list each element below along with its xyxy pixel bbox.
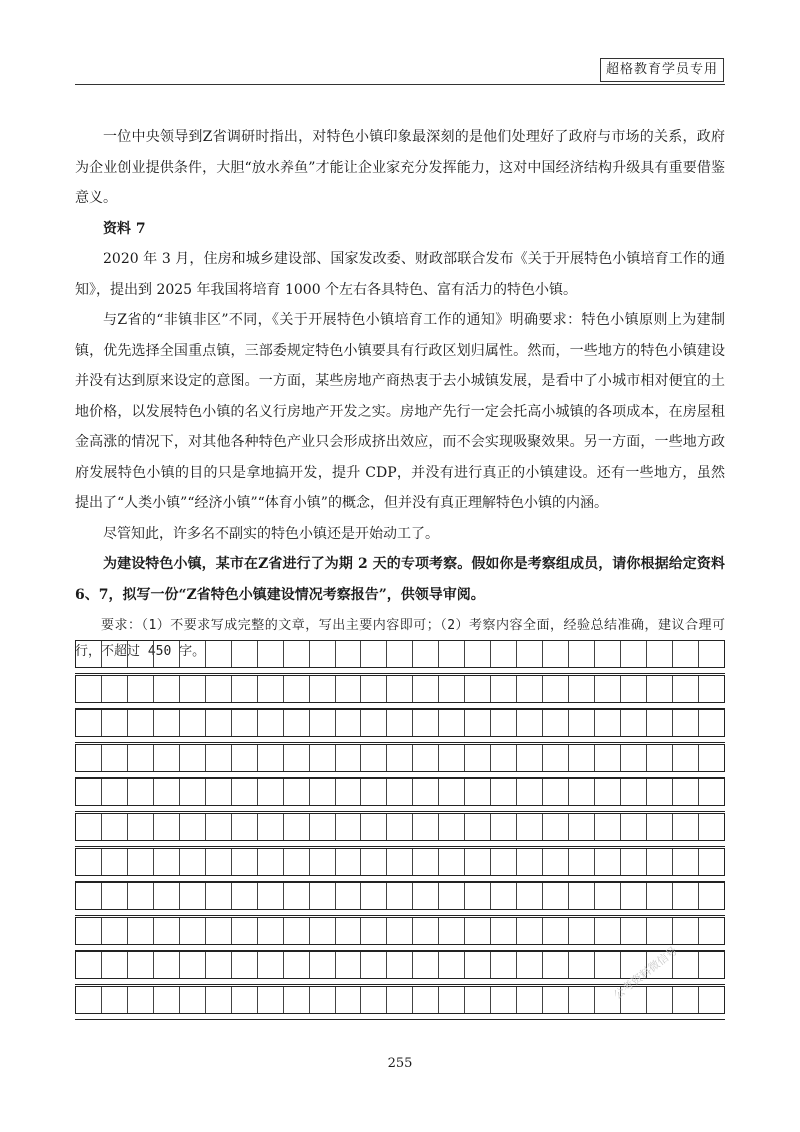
answer-grid-cell[interactable] bbox=[673, 849, 699, 875]
answer-grid-cell[interactable] bbox=[284, 779, 310, 805]
answer-grid-cell[interactable] bbox=[647, 676, 673, 702]
answer-grid-row bbox=[75, 882, 725, 910]
answer-grid-cell[interactable] bbox=[595, 745, 621, 771]
answer-grid-cell[interactable] bbox=[569, 849, 595, 875]
answer-grid-cell[interactable] bbox=[258, 987, 284, 1013]
answer-grid-cell[interactable] bbox=[76, 745, 102, 771]
answer-grid-cell[interactable] bbox=[491, 676, 517, 702]
answer-grid-cell[interactable] bbox=[673, 883, 699, 909]
answer-grid-cell[interactable] bbox=[154, 918, 180, 944]
answer-grid-cell[interactable] bbox=[387, 745, 413, 771]
answer-grid-cell[interactable] bbox=[387, 641, 413, 667]
answer-grid-cell[interactable] bbox=[102, 710, 128, 736]
answer-grid-cell[interactable] bbox=[647, 641, 673, 667]
answer-grid-cell[interactable] bbox=[439, 952, 465, 978]
answer-grid-cell[interactable] bbox=[569, 987, 595, 1013]
answer-grid-cell[interactable] bbox=[361, 918, 387, 944]
answer-grid-cell[interactable] bbox=[543, 745, 569, 771]
answer-grid-cell[interactable] bbox=[206, 745, 232, 771]
header-badge: 超格教育学员专用 bbox=[600, 58, 724, 82]
answer-grid-cell[interactable] bbox=[310, 952, 336, 978]
answer-grid-cell[interactable] bbox=[336, 883, 362, 909]
answer-grid-cell[interactable] bbox=[543, 814, 569, 840]
answer-grid-cell[interactable] bbox=[699, 918, 724, 944]
answer-grid-cell[interactable] bbox=[154, 814, 180, 840]
answer-grid-cell[interactable] bbox=[258, 710, 284, 736]
answer-grid-cell[interactable] bbox=[180, 641, 206, 667]
answer-grid-cell[interactable] bbox=[543, 849, 569, 875]
answer-grid-cell[interactable] bbox=[310, 641, 336, 667]
answer-grid-cell[interactable] bbox=[76, 987, 102, 1013]
answer-grid-cell[interactable] bbox=[647, 883, 673, 909]
answer-grid-cell[interactable] bbox=[336, 987, 362, 1013]
answer-grid-cell[interactable] bbox=[232, 745, 258, 771]
answer-grid-cell[interactable] bbox=[284, 883, 310, 909]
answer-grid-cell[interactable] bbox=[102, 641, 128, 667]
answer-grid-cell[interactable] bbox=[128, 710, 154, 736]
answer-grid-cell[interactable] bbox=[206, 918, 232, 944]
answer-grid-cell[interactable] bbox=[439, 987, 465, 1013]
answer-grid-cell[interactable] bbox=[621, 849, 647, 875]
answer-grid-cell[interactable] bbox=[258, 779, 284, 805]
answer-grid-cell[interactable] bbox=[206, 849, 232, 875]
answer-grid-cell[interactable] bbox=[673, 676, 699, 702]
answer-grid-cell[interactable] bbox=[206, 883, 232, 909]
answer-grid-cell[interactable] bbox=[413, 987, 439, 1013]
answer-grid-cell[interactable] bbox=[595, 676, 621, 702]
answer-grid-cell[interactable] bbox=[439, 849, 465, 875]
answer-grid-cell[interactable] bbox=[413, 779, 439, 805]
answer-grid-cell[interactable] bbox=[258, 676, 284, 702]
answer-grid-cell[interactable] bbox=[310, 849, 336, 875]
paragraph-analysis: 与Z省的“非镇非区”不同，《关于开展特色小镇培育工作的通知》明确要求：特色小镇原则上为建制镇，优先选择全国重点镇，三部委规定特色小镇要具有行政区划归属性。然而，一些地方的特色小镇建设并没有达到原来设定的意图。一方面，某些房地产商热衷于去小城镇发展，是看中了小城市相对便宜的土地价格，以发展特色小镇的名义行房地产开发之实。房地产先行一定会托高小城镇的各项成本，在房屋租金高涨的情况下，对其他各种特色产业只会形成挤出效应，而不会实现吸聚效果。另一方面，一些地方政府发展特色小镇的目的只是拿地搞开发，提升 CDP，并没有进行真正的小镇建设。还有一些地方，虽然提出了“人类小镇”“经济小镇”“体育小镇”的概念，但并没有真正理解特色小镇的内涵。 bbox=[75, 312, 725, 511]
answer-grid-cell[interactable] bbox=[102, 918, 128, 944]
answer-grid-cell[interactable] bbox=[465, 814, 491, 840]
answer-grid-cell[interactable] bbox=[699, 779, 724, 805]
answer-grid-cell[interactable] bbox=[439, 883, 465, 909]
answer-grid-cell[interactable] bbox=[595, 918, 621, 944]
answer-grid-cell[interactable] bbox=[258, 814, 284, 840]
answer-grid-cell[interactable] bbox=[439, 676, 465, 702]
answer-grid-cell[interactable] bbox=[154, 779, 180, 805]
answer-grid-cell[interactable] bbox=[154, 952, 180, 978]
answer-grid-cell[interactable] bbox=[543, 779, 569, 805]
answer-grid-cell[interactable] bbox=[76, 641, 102, 667]
answer-grid-cell[interactable] bbox=[128, 849, 154, 875]
watermark: 公考资料微信号 bbox=[611, 944, 680, 1002]
answer-grid-cell[interactable] bbox=[128, 883, 154, 909]
answer-grid-cell[interactable] bbox=[76, 779, 102, 805]
answer-grid-cell[interactable] bbox=[465, 952, 491, 978]
answer-grid-cell[interactable] bbox=[180, 710, 206, 736]
answer-grid-cell[interactable] bbox=[310, 779, 336, 805]
answer-grid-cell[interactable] bbox=[465, 883, 491, 909]
answer-grid-cell[interactable] bbox=[413, 883, 439, 909]
answer-grid-cell[interactable] bbox=[154, 641, 180, 667]
answer-grid-cell[interactable] bbox=[491, 641, 517, 667]
answer-grid-cell[interactable] bbox=[595, 814, 621, 840]
answer-grid-cell[interactable] bbox=[76, 676, 102, 702]
answer-grid-cell[interactable] bbox=[543, 952, 569, 978]
answer-grid-cell[interactable] bbox=[284, 849, 310, 875]
answer-grid-cell[interactable] bbox=[128, 745, 154, 771]
answer-grid-cell[interactable] bbox=[310, 814, 336, 840]
answer-grid-cell[interactable] bbox=[180, 814, 206, 840]
answer-grid-cell[interactable] bbox=[569, 883, 595, 909]
answer-grid-cell[interactable] bbox=[543, 641, 569, 667]
answer-grid-cell[interactable] bbox=[154, 883, 180, 909]
answer-grid-cell[interactable] bbox=[310, 883, 336, 909]
answer-grid-cell[interactable] bbox=[673, 745, 699, 771]
answer-grid-cell[interactable] bbox=[102, 987, 128, 1013]
answer-grid-cell[interactable] bbox=[517, 710, 543, 736]
answer-grid-cell[interactable] bbox=[517, 918, 543, 944]
answer-grid-cell[interactable] bbox=[543, 883, 569, 909]
answer-grid-cell[interactable] bbox=[647, 987, 673, 1013]
answer-grid-cell[interactable] bbox=[258, 883, 284, 909]
answer-grid-cell[interactable] bbox=[154, 987, 180, 1013]
answer-grid-cell[interactable] bbox=[232, 779, 258, 805]
answer-grid-cell[interactable] bbox=[621, 641, 647, 667]
answer-grid-row bbox=[75, 675, 725, 703]
answer-grid-cell[interactable] bbox=[128, 987, 154, 1013]
answer-grid-cell[interactable] bbox=[206, 952, 232, 978]
answer-grid-cell[interactable] bbox=[491, 918, 517, 944]
answer-grid-cell[interactable] bbox=[180, 952, 206, 978]
answer-grid-cell[interactable] bbox=[76, 918, 102, 944]
answer-grid-cell[interactable] bbox=[439, 918, 465, 944]
answer-grid-cell[interactable] bbox=[543, 676, 569, 702]
answer-grid-cell[interactable] bbox=[387, 952, 413, 978]
answer-grid-cell[interactable] bbox=[413, 676, 439, 702]
answer-grid-cell[interactable] bbox=[569, 745, 595, 771]
answer-grid-cell[interactable] bbox=[361, 676, 387, 702]
answer-grid-cell[interactable] bbox=[180, 918, 206, 944]
answer-grid-cell[interactable] bbox=[102, 814, 128, 840]
answer-grid-cell[interactable] bbox=[102, 676, 128, 702]
answer-grid-cell[interactable] bbox=[284, 676, 310, 702]
answer-grid-cell[interactable] bbox=[128, 952, 154, 978]
answer-grid-cell[interactable] bbox=[232, 918, 258, 944]
answer-grid-cell[interactable] bbox=[491, 710, 517, 736]
answer-grid-cell[interactable] bbox=[595, 710, 621, 736]
answer-grid-cell[interactable] bbox=[76, 883, 102, 909]
answer-grid-cell[interactable] bbox=[387, 987, 413, 1013]
answer-grid-cell[interactable] bbox=[621, 710, 647, 736]
answer-grid-cell[interactable] bbox=[102, 849, 128, 875]
answer-grid-cell[interactable] bbox=[336, 918, 362, 944]
answer-grid-cell[interactable] bbox=[621, 745, 647, 771]
answer-grid-cell[interactable] bbox=[491, 849, 517, 875]
answer-grid-cell[interactable] bbox=[154, 676, 180, 702]
answer-grid-cell[interactable] bbox=[413, 641, 439, 667]
answer-grid-cell[interactable] bbox=[413, 952, 439, 978]
answer-grid-cell[interactable] bbox=[465, 676, 491, 702]
answer-grid-cell[interactable] bbox=[206, 814, 232, 840]
answer-grid-cell[interactable] bbox=[232, 676, 258, 702]
answer-grid-cell[interactable] bbox=[517, 745, 543, 771]
answer-grid-cell[interactable] bbox=[154, 745, 180, 771]
answer-grid-cell[interactable] bbox=[569, 676, 595, 702]
answer-grid-cell[interactable] bbox=[284, 814, 310, 840]
answer-grid-cell[interactable] bbox=[336, 641, 362, 667]
answer-grid-cell[interactable] bbox=[673, 987, 699, 1013]
answer-grid-cell[interactable] bbox=[517, 883, 543, 909]
answer-grid-cell[interactable] bbox=[361, 814, 387, 840]
answer-grid-cell[interactable] bbox=[647, 918, 673, 944]
answer-grid-cell[interactable] bbox=[180, 987, 206, 1013]
paragraph-intro: 一位中央领导到Z省调研时指出，对特色小镇印象最深刻的是他们处理好了政府与市场的关系，政府为企业创业提供条件，大胆“放水养鱼”才能让企业家充分发挥能力，这对中国经济结构升级具有重要借鉴意义。 bbox=[75, 129, 725, 206]
paragraph-conclusion: 尽管知此，许多名不副实的特色小镇还是开始动工了。 bbox=[103, 525, 439, 542]
answer-grid-cell[interactable] bbox=[569, 814, 595, 840]
answer-grid-cell[interactable] bbox=[102, 883, 128, 909]
answer-grid-cell[interactable] bbox=[621, 883, 647, 909]
answer-grid-cell[interactable] bbox=[647, 779, 673, 805]
answer-grid-cell[interactable] bbox=[595, 883, 621, 909]
answer-grid-cell[interactable] bbox=[699, 814, 724, 840]
answer-grid-cell[interactable] bbox=[361, 745, 387, 771]
answer-grid-cell[interactable] bbox=[569, 952, 595, 978]
answer-grid-cell[interactable] bbox=[621, 814, 647, 840]
answer-grid-cell[interactable] bbox=[491, 952, 517, 978]
page-number: 255 bbox=[387, 1056, 413, 1071]
answer-grid-cell[interactable] bbox=[310, 676, 336, 702]
answer-grid-cell[interactable] bbox=[284, 918, 310, 944]
answer-grid-row bbox=[75, 709, 725, 737]
answer-grid-cell[interactable] bbox=[310, 710, 336, 736]
answer-grid-cell[interactable] bbox=[180, 745, 206, 771]
answer-grid-cell[interactable] bbox=[699, 987, 724, 1013]
answer-grid-cell[interactable] bbox=[673, 710, 699, 736]
answer-grid-cell[interactable] bbox=[180, 883, 206, 909]
answer-grid-cell[interactable] bbox=[128, 779, 154, 805]
answer-grid-cell[interactable] bbox=[310, 745, 336, 771]
answer-grid-cell[interactable] bbox=[361, 883, 387, 909]
answer-grid-cell[interactable] bbox=[387, 710, 413, 736]
answer-grid-cell[interactable] bbox=[569, 918, 595, 944]
answer-grid-row bbox=[75, 848, 725, 876]
answer-grid-cell[interactable] bbox=[673, 641, 699, 667]
answer-grid-cell[interactable] bbox=[361, 952, 387, 978]
answer-grid-cell[interactable] bbox=[465, 918, 491, 944]
answer-grid-cell[interactable] bbox=[336, 745, 362, 771]
answer-grid-cell[interactable] bbox=[232, 814, 258, 840]
answer-grid-cell[interactable] bbox=[595, 849, 621, 875]
answer-grid-cell[interactable] bbox=[387, 779, 413, 805]
answer-grid-cell[interactable] bbox=[154, 710, 180, 736]
answer-grid-cell[interactable] bbox=[699, 883, 724, 909]
answer-grid-cell[interactable] bbox=[387, 849, 413, 875]
answer-grid-cell[interactable] bbox=[673, 779, 699, 805]
answer-grid-cell[interactable] bbox=[284, 745, 310, 771]
answer-grid-cell[interactable] bbox=[647, 745, 673, 771]
document-body bbox=[75, 122, 725, 665]
answer-grid-cell[interactable] bbox=[543, 710, 569, 736]
answer-grid-cell[interactable] bbox=[128, 918, 154, 944]
answer-grid-cell[interactable] bbox=[128, 676, 154, 702]
answer-grid-cell[interactable] bbox=[232, 849, 258, 875]
answer-grid-cell[interactable] bbox=[102, 745, 128, 771]
answer-grid-cell[interactable] bbox=[258, 849, 284, 875]
answer-grid-cell[interactable] bbox=[336, 814, 362, 840]
answer-grid-cell[interactable] bbox=[491, 987, 517, 1013]
answer-grid-cell[interactable] bbox=[543, 987, 569, 1013]
answer-grid-cell[interactable] bbox=[206, 676, 232, 702]
paragraph-notice: 2020 年 3 月，住房和城乡建设部、国家发改委、财政部联合发布《关于开展特色小镇培育工作的通知》，提出到 2025 年我国将培育 1000 个左右各具特色、富有活力的特色小镇。 bbox=[75, 251, 725, 298]
answer-grid-cell[interactable] bbox=[102, 952, 128, 978]
answer-grid bbox=[75, 640, 725, 1021]
answer-grid-cell[interactable] bbox=[361, 849, 387, 875]
answer-grid-cell[interactable] bbox=[491, 883, 517, 909]
answer-grid-cell[interactable] bbox=[206, 779, 232, 805]
answer-grid-cell[interactable] bbox=[439, 745, 465, 771]
answer-grid-row bbox=[75, 813, 725, 841]
answer-grid-cell[interactable] bbox=[336, 849, 362, 875]
answer-grid-cell[interactable] bbox=[258, 641, 284, 667]
answer-grid-cell[interactable] bbox=[180, 676, 206, 702]
answer-grid-cell[interactable] bbox=[699, 676, 724, 702]
answer-grid-cell[interactable] bbox=[569, 710, 595, 736]
answer-grid-cell[interactable] bbox=[361, 710, 387, 736]
answer-grid-cell[interactable] bbox=[336, 676, 362, 702]
answer-grid-cell[interactable] bbox=[621, 918, 647, 944]
answer-grid-cell[interactable] bbox=[258, 745, 284, 771]
answer-grid-cell[interactable] bbox=[128, 814, 154, 840]
answer-grid-cell[interactable] bbox=[647, 849, 673, 875]
answer-grid-cell[interactable] bbox=[232, 710, 258, 736]
answer-grid-cell[interactable] bbox=[413, 710, 439, 736]
answer-grid-cell[interactable] bbox=[102, 779, 128, 805]
answer-grid-cell[interactable] bbox=[673, 918, 699, 944]
answer-grid-cell[interactable] bbox=[180, 849, 206, 875]
answer-grid-cell[interactable] bbox=[517, 779, 543, 805]
answer-grid-cell[interactable] bbox=[465, 641, 491, 667]
section-heading: 资料 7 bbox=[103, 220, 146, 237]
answer-grid-cell[interactable] bbox=[491, 745, 517, 771]
answer-grid-cell[interactable] bbox=[595, 641, 621, 667]
answer-grid-cell[interactable] bbox=[699, 641, 724, 667]
answer-grid-cell[interactable] bbox=[595, 952, 621, 978]
answer-grid-cell[interactable] bbox=[439, 779, 465, 805]
answer-grid-cell[interactable] bbox=[699, 849, 724, 875]
answer-grid-cell[interactable] bbox=[387, 814, 413, 840]
answer-grid-cell[interactable] bbox=[232, 883, 258, 909]
answer-grid-cell[interactable] bbox=[413, 814, 439, 840]
answer-grid-cell[interactable] bbox=[413, 849, 439, 875]
answer-grid-cell[interactable] bbox=[413, 918, 439, 944]
answer-grid-cell[interactable] bbox=[258, 952, 284, 978]
answer-grid-cell[interactable] bbox=[336, 779, 362, 805]
answer-grid-cell[interactable] bbox=[517, 676, 543, 702]
answer-grid-cell[interactable] bbox=[543, 918, 569, 944]
answer-grid-cell[interactable] bbox=[439, 814, 465, 840]
answer-grid-cell[interactable] bbox=[387, 883, 413, 909]
answer-grid-cell[interactable] bbox=[517, 987, 543, 1013]
answer-grid-cell[interactable] bbox=[180, 779, 206, 805]
answer-grid-cell[interactable] bbox=[621, 779, 647, 805]
answer-grid-cell[interactable] bbox=[413, 745, 439, 771]
answer-grid-cell[interactable] bbox=[310, 987, 336, 1013]
answer-grid-row bbox=[75, 778, 725, 806]
answer-grid-cell[interactable] bbox=[284, 952, 310, 978]
answer-grid-cell[interactable] bbox=[569, 641, 595, 667]
answer-grid-cell[interactable] bbox=[699, 745, 724, 771]
answer-grid-cell[interactable] bbox=[76, 849, 102, 875]
answer-grid-cell[interactable] bbox=[465, 849, 491, 875]
answer-grid-cell[interactable] bbox=[387, 918, 413, 944]
task-requirements: 要求：（1）不要求写成完整的文章，写出主要内容即可；（2）考察内容全面，经验总结准确，建议合理可行，不超过 450 字。 bbox=[75, 618, 725, 659]
answer-grid-cell[interactable] bbox=[206, 710, 232, 736]
answer-grid-cell[interactable] bbox=[465, 745, 491, 771]
answer-grid-cell[interactable] bbox=[465, 779, 491, 805]
answer-grid-cell[interactable] bbox=[128, 641, 154, 667]
answer-grid-row bbox=[75, 744, 725, 772]
header-rule bbox=[75, 84, 725, 85]
answer-grid-row bbox=[75, 917, 725, 945]
answer-grid-cell[interactable] bbox=[465, 987, 491, 1013]
answer-grid-cell[interactable] bbox=[361, 641, 387, 667]
answer-grid-cell[interactable] bbox=[284, 641, 310, 667]
answer-grid-cell[interactable] bbox=[361, 779, 387, 805]
answer-grid-cell[interactable] bbox=[517, 952, 543, 978]
answer-grid-cell[interactable] bbox=[336, 952, 362, 978]
answer-grid-cell[interactable] bbox=[76, 952, 102, 978]
answer-grid-cell[interactable] bbox=[491, 779, 517, 805]
answer-grid-cell[interactable] bbox=[673, 814, 699, 840]
answer-grid-cell[interactable] bbox=[206, 987, 232, 1013]
answer-grid-cell[interactable] bbox=[491, 814, 517, 840]
answer-grid-cell[interactable] bbox=[232, 641, 258, 667]
answer-grid-cell[interactable] bbox=[647, 814, 673, 840]
answer-grid-cell[interactable] bbox=[336, 710, 362, 736]
answer-grid-cell[interactable] bbox=[232, 952, 258, 978]
answer-grid-cell[interactable] bbox=[76, 710, 102, 736]
answer-grid-cell[interactable] bbox=[439, 710, 465, 736]
answer-grid-cell[interactable] bbox=[595, 779, 621, 805]
answer-grid-cell[interactable] bbox=[517, 814, 543, 840]
answer-grid-cell[interactable] bbox=[361, 987, 387, 1013]
answer-grid-cell[interactable] bbox=[439, 641, 465, 667]
answer-grid-cell[interactable] bbox=[284, 710, 310, 736]
answer-grid-cell[interactable] bbox=[284, 987, 310, 1013]
task-prompt: 为建设特色小镇，某市在Z省进行了为期 2 天的专项考察。假如你是考察组成员，请你根据给定资料 6、7，拟写一份“Z省特色小镇建设情况考察报告”，供领导审阅。 bbox=[75, 556, 725, 603]
answer-grid-cell[interactable] bbox=[465, 710, 491, 736]
answer-grid-cell[interactable] bbox=[699, 952, 724, 978]
answer-grid-cell[interactable] bbox=[206, 641, 232, 667]
answer-grid-cell[interactable] bbox=[621, 676, 647, 702]
answer-grid-cell[interactable] bbox=[258, 918, 284, 944]
answer-grid-cell[interactable] bbox=[647, 710, 673, 736]
answer-grid-cell[interactable] bbox=[569, 779, 595, 805]
answer-grid-cell[interactable] bbox=[517, 849, 543, 875]
answer-grid-cell[interactable] bbox=[232, 987, 258, 1013]
answer-grid-cell[interactable] bbox=[387, 676, 413, 702]
answer-grid-cell[interactable] bbox=[76, 814, 102, 840]
answer-grid-cell[interactable] bbox=[517, 641, 543, 667]
answer-grid-cell[interactable] bbox=[154, 849, 180, 875]
answer-grid-cell[interactable] bbox=[310, 918, 336, 944]
answer-grid-row bbox=[75, 640, 725, 668]
answer-grid-cell[interactable] bbox=[699, 710, 724, 736]
